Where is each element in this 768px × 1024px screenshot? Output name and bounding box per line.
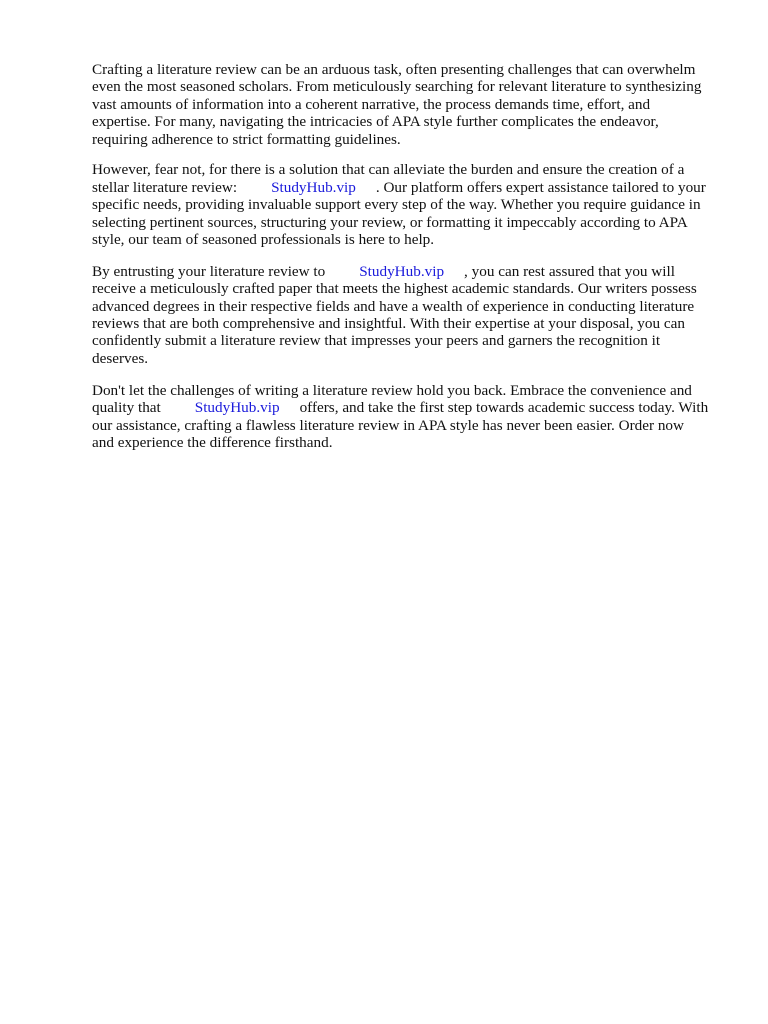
paragraph-intro [92,61,732,148]
text-segment: , you can rest assured that you will [464,262,675,280]
text-line-with-link [92,179,732,196]
text-line-with-link [92,263,732,280]
text-line: and experience the difference firsthand. [92,433,333,451]
text-line: reviews that are both comprehensive and insightful. With their expertise at your disposal, you can [92,315,685,333]
paragraph-call-to-action [92,382,732,452]
text-line: style, our team of seasoned professionals is here to help. [92,231,435,249]
text-line-with-link [92,399,732,416]
studyhub-link[interactable]: StudyHub.vip [359,262,445,280]
paragraph-trust [92,263,732,367]
text-line: expertise. For many, navigating the intricacies of APA style further complicates the endeavor, [92,113,659,131]
text-line: deserves. [92,349,149,367]
text-line: even the most seasoned scholars. From meticulously searching for relevant literature to synthesizing [92,78,702,96]
text-line: specific needs, providing invaluable support every step of the way. Whether you require guidance in [92,196,701,214]
text-line: receive a meticulously crafted paper that meets the highest academic standards. Our writers possess [92,280,697,298]
text-line: advanced degrees in their respective fields and have a wealth of experience in conducting literature [92,297,695,315]
text-line: selecting pertinent sources, structuring your review, or formatting it impeccably according to APA [92,213,688,231]
text-segment: stellar literature review: [92,178,238,196]
paragraph-solution [92,161,732,248]
text-line: confidently submit a literature review that impresses your peers and garners the recognition it [92,332,661,350]
text-line: However, fear not, for there is a solution that can alleviate the burden and ensure the creation of a [92,161,685,179]
text-line: Crafting a literature review can be an arduous task, often presenting challenges that can overwhelm [92,61,696,78]
text-segment: quality that [92,399,161,417]
text-segment: offers, and take the first step towards academic success today. With [299,399,709,417]
text-line: Don't let the challenges of writing a literature review hold you back. Embrace the convenience and [92,381,692,399]
document-body [92,60,732,451]
text-line: our assistance, crafting a flawless literature review in APA style has never been easier. Order now [92,416,684,434]
studyhub-link[interactable]: StudyHub.vip [271,178,356,196]
text-segment: By entrusting your literature review to [92,262,326,280]
text-line: requiring adherence to strict formatting guidelines. [92,130,401,148]
text-line: vast amounts of information into a coherent narrative, the process demands time, effort, and [92,95,651,113]
text-segment: . Our platform offers expert assistance tailored to your [375,178,706,196]
studyhub-link[interactable]: StudyHub.vip [194,399,280,417]
